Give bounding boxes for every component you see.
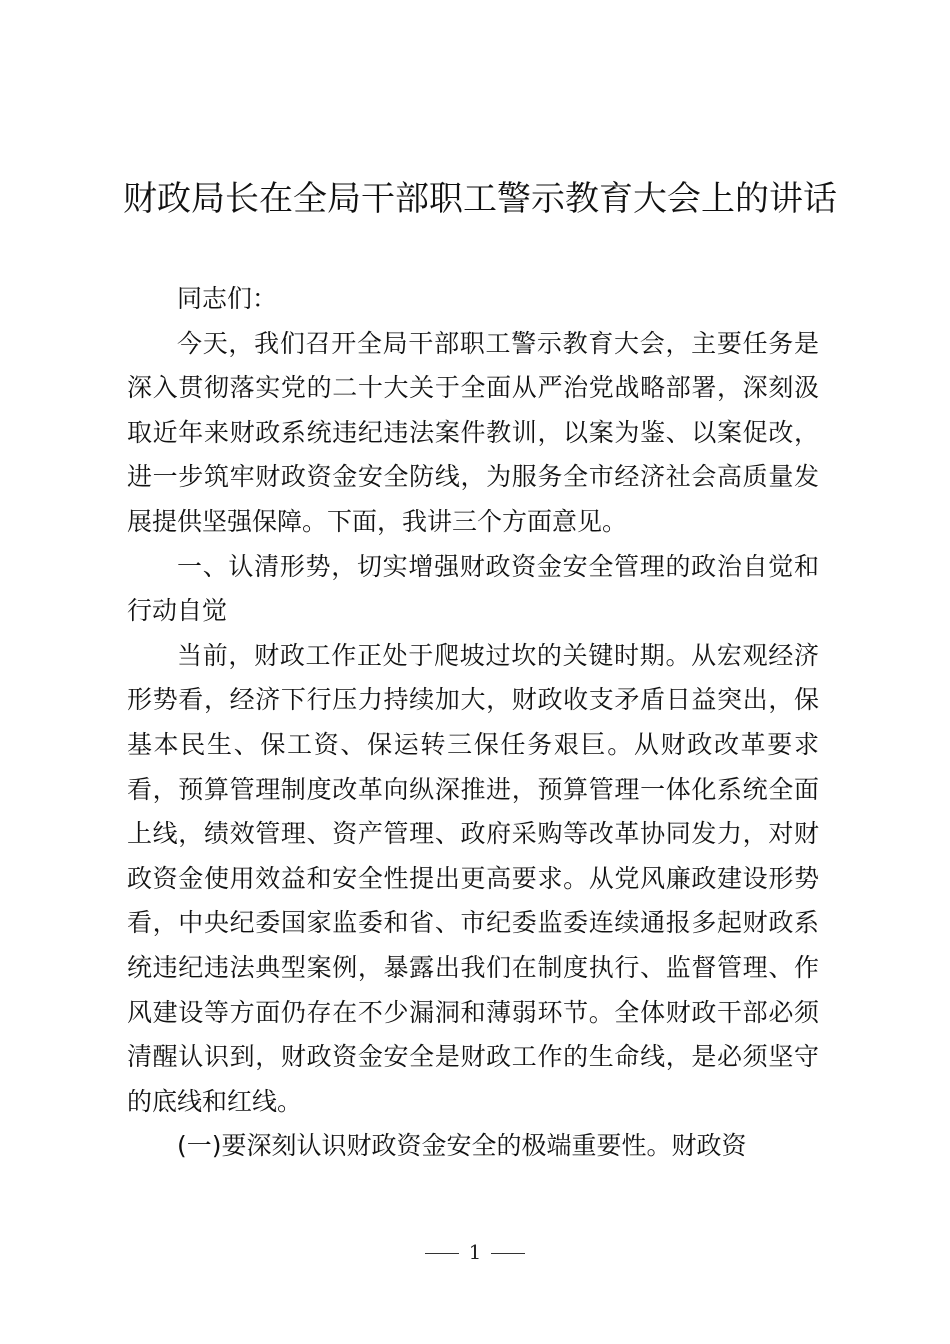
subsection-heading: (一)要深刻认识财政资金安全的极端重要性。财政资 (177, 1131, 747, 1161)
section-heading: 一、认清形势，切实增强财政资金安全管理的政治自觉和行动自觉 (127, 551, 819, 626)
salutation-paragraph: 同志们： (177, 284, 278, 313)
body-paragraph: 当前，财政工作正处于爬坡过坎的关键时期。从宏观经济形势看，经济下行压力持续加大，财政收支矛盾日益突出，保基本民生、保工资、保运转三保任务艰巨。从财政改革要求看，预算管理制度改革向纵深推进，预算管理一体化系统全面上线，绩效管理、资产管理、政府采购等改革协同发力，对财政资金使用效益和安全性提出更高要求。从党风廉政建设形势看，中央纪委国家监委和省、市纪委监委连续通报多起财政系统违纪违法典型案例，暴露出我们在制度执行、监督管理、作风建设等方面仍存在不少漏洞和薄弱环节。全体财政干部必须清醒认识到，财政资金安全是财政工作的生命线，是必须坚守的底线和红线。 (127, 640, 819, 1116)
document-body (127, 277, 819, 1169)
footer-dash-right (491, 1253, 525, 1254)
page-number: 1 (468, 1240, 482, 1264)
document-title: 财政局长在全局干部职工警示教育大会上的讲话 (123, 179, 837, 219)
footer-dash-left (425, 1253, 459, 1254)
page-footer (0, 1240, 950, 1264)
intro-paragraph: 今天，我们召开全局干部职工警示教育大会，主要任务是深入贯彻落实党的二十大关于全面从严治党战略部署，深刻汲取近年来财政系统违纪违法案件教训，以案为鉴、以案促改，进一步筑牢财政资金安全防线，为服务全市经济社会高质量发展提供坚强保障。下面，我讲三个方面意见。 (127, 328, 819, 536)
